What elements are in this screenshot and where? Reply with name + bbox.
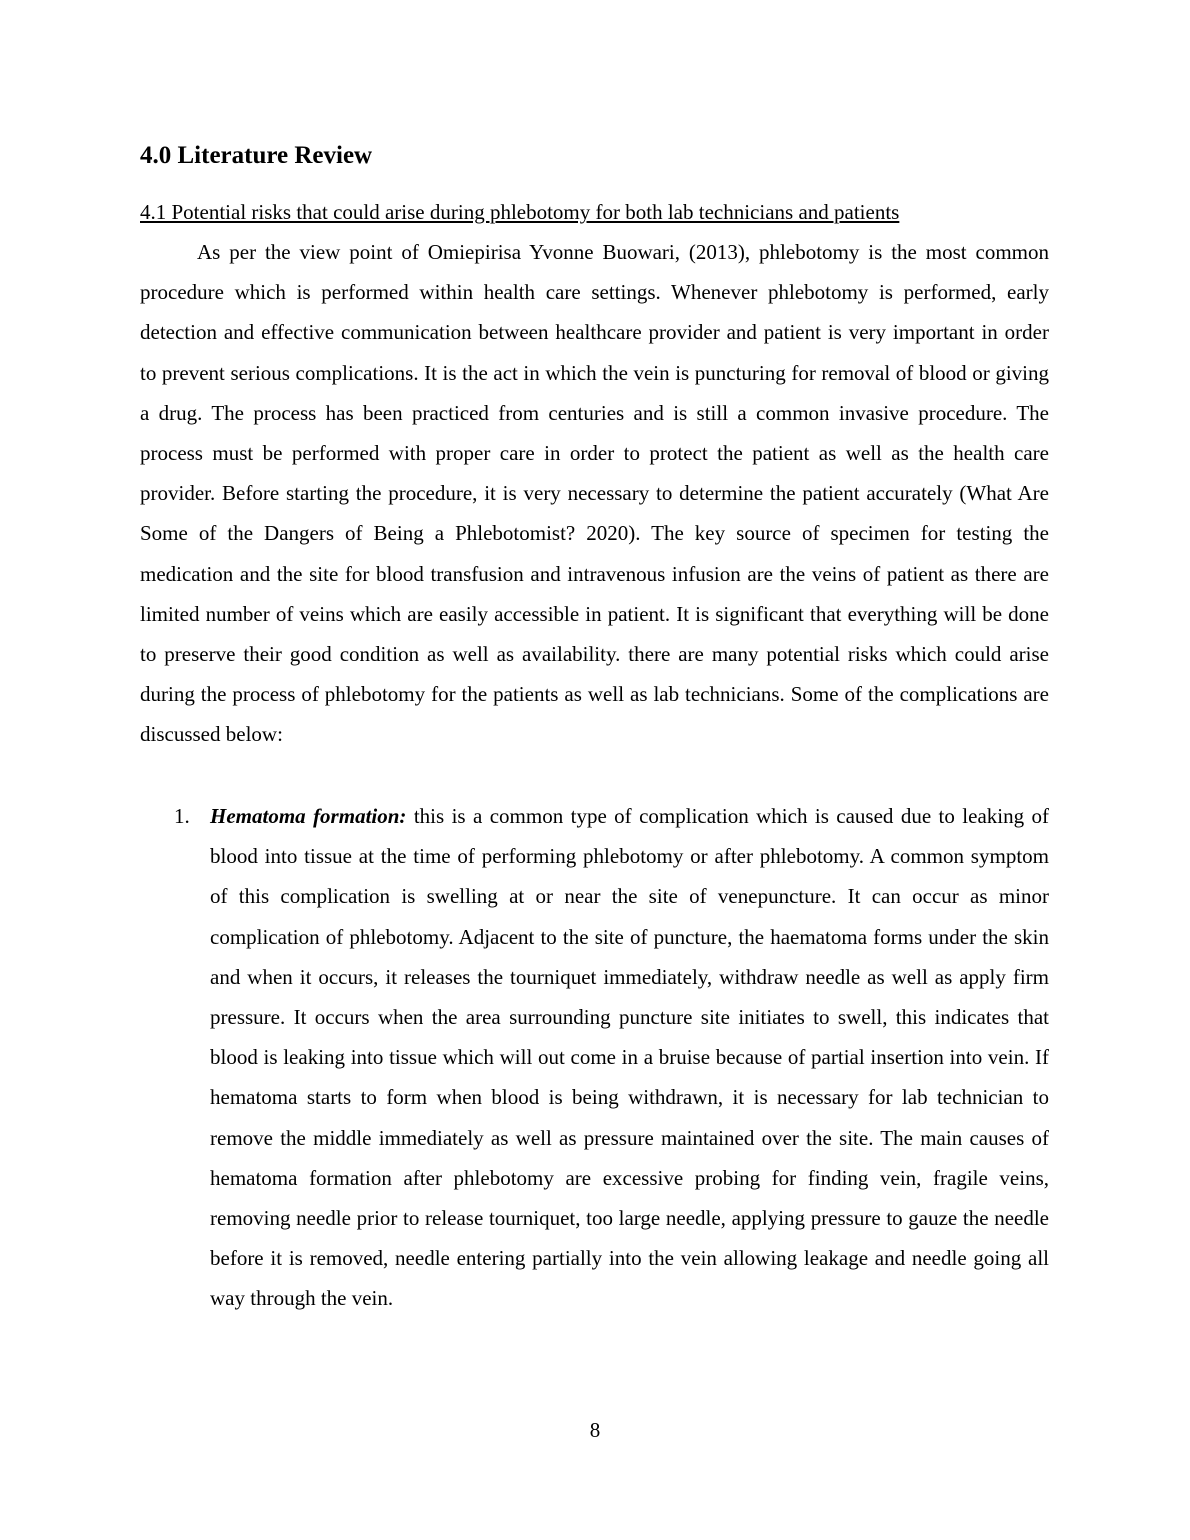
list-item [140, 796, 1049, 1319]
list-item-term: Hematoma formation: [210, 804, 407, 828]
body-paragraph: As per the view point of Omiepirisa Yvonne Buowari, (2013), phlebotomy is the most common procedure which is performed within health care settings. Whenever phlebotomy is performed, early detection and effective communication between healthcare provider and patient is very important in order to prevent serious complications. It is the act in which the vein is puncturing for removal of blood or giving a drug. The process has been practiced from centuries and is still a common invasive procedure. The process must be performed with proper care in order to protect the patient as well as the health care provider. Before starting the procedure, it is very necessary to determine the patient accurately (What Are Some of the Dangers of Being a Phlebotomist? 2020). The key source of specimen for testing the medication and the site for blood transfusion and intravenous infusion are the veins of patient as there are limited number of veins which are easily accessible in patient. It is significant that everything will be done to preserve their good condition as well as availability. there are many potential risks which could arise during the process of phlebotomy for the patients as well as lab technicians. Some of the complications are discussed below: [140, 240, 1049, 747]
section-heading: 4.0 Literature Review [140, 142, 373, 169]
page-number: 8 [589, 1418, 601, 1442]
complications-list [140, 796, 1049, 1319]
list-item-text: this is a common type of complication which is caused due to leaking of blood into tissue at the time of performing phlebotomy or after phlebotomy. A common symptom of this complication is swelling at or near the site of venepuncture. It can occur as minor complication of phlebotomy. Adjacent to the site of puncture, the haematoma forms under the skin and when it occurs, it releases the tourniquet immediately, withdraw needle as well as apply firm pressure. It occurs when the area surrounding puncture site initiates to swell, this indicates that blood is leaking into tissue which will out come in a bruise because of partial insertion into vein. If hematoma starts to form when blood is being withdrawn, it is necessary for lab technician to remove the middle immediately as well as pressure maintained over the site. The main causes of hematoma formation after phlebotomy are excessive probing for finding vein, fragile veins, removing needle prior to release tourniquet, too large needle, applying pressure to gauze the needle before it is removed, needle entering partially into the vein allowing leakage and needle going all way through the vein. [210, 804, 1050, 1311]
list-item-number: 1. [174, 804, 190, 828]
subsection-heading: 4.1 Potential risks that could arise during phlebotomy for both lab technicians and patients [140, 200, 900, 224]
